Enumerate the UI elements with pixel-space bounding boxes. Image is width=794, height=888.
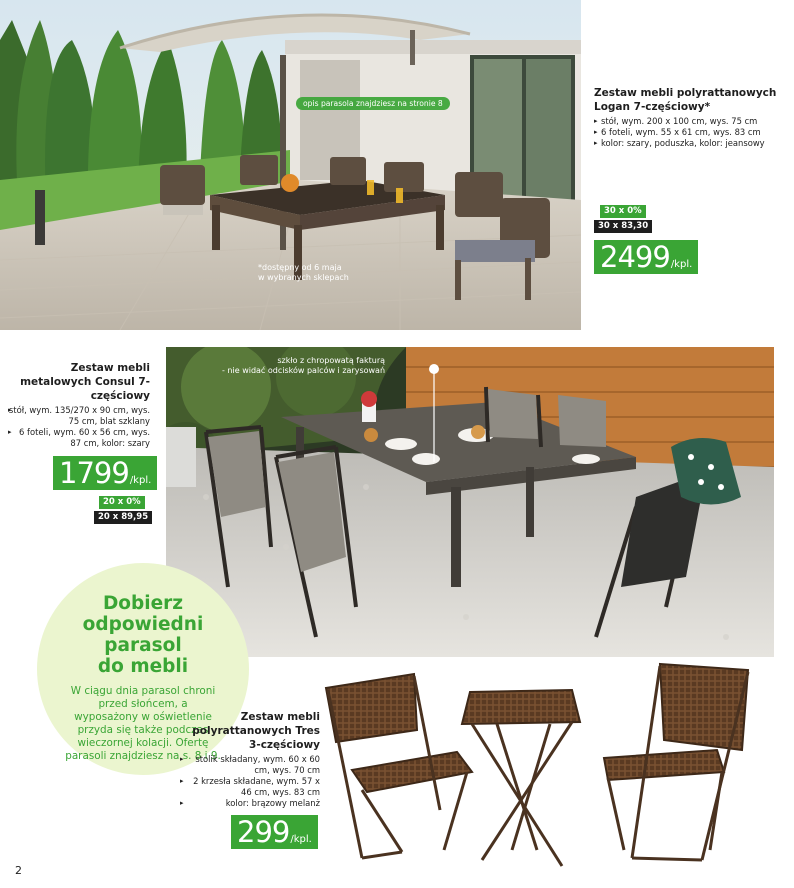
tres-furniture-illustration [322,660,762,872]
logan-spec: ▸ kolor: szary, poduszka, kolor: jeansowy [594,138,789,149]
logan-price-unit: /kpl. [670,259,693,270]
tres-spec: ▸ 2 krzesła składane, wym. 57 x 46 cm, wys. 83 cm [180,776,320,798]
tres-price-unit: /kpl. [290,834,312,845]
consul-photo-illustration [166,347,774,657]
consul-spec: ▸ 6 foteli, wym. 60 x 56 cm, wys. 87 cm, kolor: szary [8,427,150,449]
logan-spec: ▸ 6 foteli, wym. 55 x 61 cm, wys. 83 cm [594,127,789,138]
glass-callout-line-1: szkło z chropowatą fakturą [277,356,386,365]
parasol-page-callout: opis parasola znajdziesz na stronie 8 [296,97,450,110]
tres-furniture-image [322,660,762,872]
tres-title: Zestaw mebli polyrattanowych Tres 3-częściowy [192,711,320,751]
consul-price-box [53,456,157,490]
availability-callout [258,263,349,283]
tres-price: 299 [237,815,290,849]
consul-spec: ▸ stół, wym. 135/270 x 90 cm, wys. 75 cm, blat szklany [8,405,150,427]
promo-heading-line: do mebli [97,656,189,677]
availability-line-1: *dostępny od 6 maja [258,263,342,272]
consul-photo [166,347,774,657]
promo-heading-line: parasol [104,635,182,656]
logan-installment-rate: 30 x 0% [600,205,646,218]
glass-callout [222,356,385,376]
availability-line-2: w wybranych sklepach [258,273,349,282]
logan-specs [594,116,789,149]
consul-installment-amount: 20 x 89,95 [94,511,152,524]
logan-title: Zestaw mebli polyrattanowych Logan 7-częściowy* [594,87,777,113]
logan-price-box [594,240,698,274]
consul-title: Zestaw mebli metalowych Consul 7-częściowy [20,362,150,402]
consul-info [8,361,150,449]
promo-heading-line: odpowiedni [82,614,204,635]
page-number: 2 [15,864,22,877]
logan-spec: ▸ stół, wym. 200 x 100 cm, wys. 75 cm [594,116,789,127]
tres-specs [180,754,320,809]
logan-price: 2499 [600,240,670,274]
glass-callout-line-2: - nie widać odcisków palców i zarysowań [222,366,386,375]
consul-price-unit: /kpl. [129,475,152,486]
tres-spec: ▸ kolor: brązowy melanż [180,798,320,809]
logan-installment-amount: 30 x 83,30 [594,220,652,233]
tres-spec: ▸ stolik składany, wym. 60 x 60 cm, wys. 70 cm [180,754,320,776]
promo-heading [37,593,249,677]
promo-body: W ciągu dnia parasol chroni przed słońcem, a wyposażony w oświetlenie przyda się także podczas wieczornej kolacji. Ofertę parasoli znajdziesz na s. 8 i 9. [65,685,221,762]
consul-specs [8,405,150,449]
promo-heading-line: Dobierz [102,593,184,614]
consul-installment-rate: 20 x 0% [99,496,145,509]
logan-info [594,86,789,149]
tres-info [180,710,320,809]
consul-price: 1799 [59,456,129,490]
tres-price-box [231,815,318,849]
